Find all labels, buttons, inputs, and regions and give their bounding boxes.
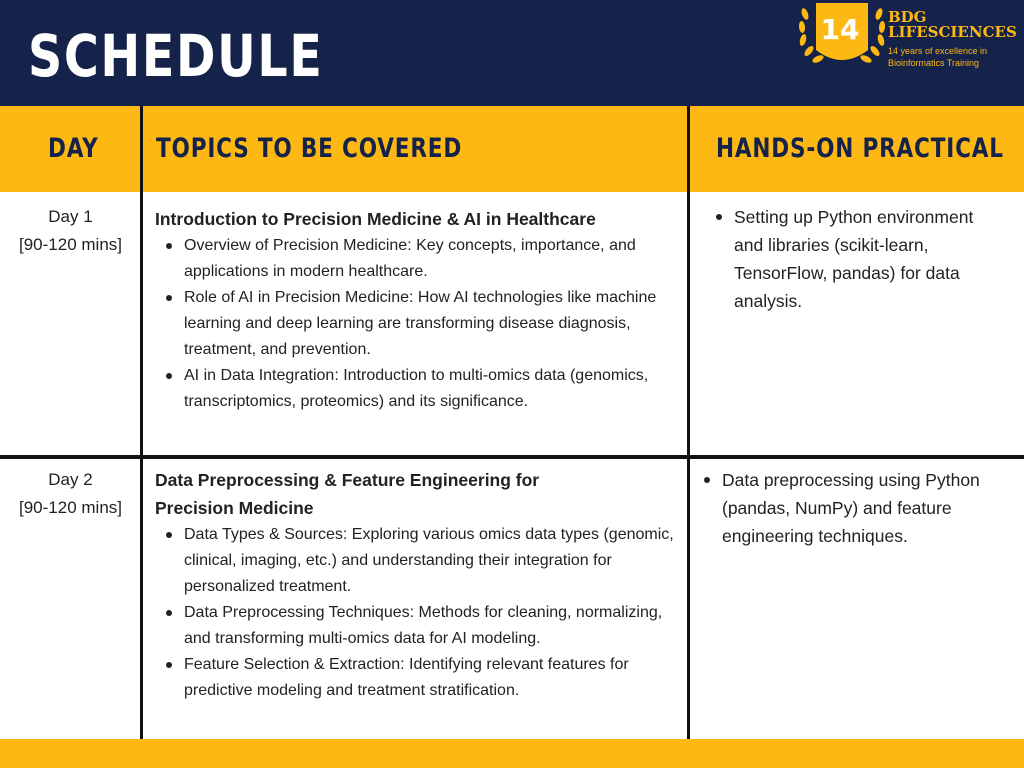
- topic-list: [155, 522, 689, 704]
- practical-list: [722, 466, 1018, 550]
- day-label: Day 2: [48, 470, 93, 489]
- topic-item: Role of AI in Precision Medicine: How AI technologies like machine learning and deep learning are transforming disease diagnosis, treatment, and prevention.: [184, 285, 689, 363]
- topic-item: Data Types & Sources: Exploring various omics data types (genomic, clinical, imaging, etc.) and understanding their integration for personalized treatment.: [184, 522, 689, 600]
- topic-item: Data Preprocessing Techniques: Methods for cleaning, normalizing, and transforming multi-omics data for AI modeling.: [184, 600, 689, 652]
- column-header-practical: HANDS-ON PRACTICAL: [716, 133, 1004, 164]
- topic-item: Overview of Precision Medicine: Key concepts, importance, and applications in modern healthcare.: [184, 233, 689, 285]
- topics-cell: [155, 466, 689, 704]
- topic-title-continued: Precision Medicine: [155, 498, 314, 518]
- day-duration: [90-120 mins]: [19, 498, 122, 517]
- topics-cell: [155, 205, 689, 415]
- topic-title: Introduction to Precision Medicine & AI in Healthcare: [155, 209, 596, 229]
- logo-number: 14: [820, 13, 860, 46]
- column-header-topics: TOPICS TO BE COVERED: [156, 133, 463, 164]
- topic-list: [155, 233, 689, 415]
- column-divider: [140, 106, 143, 739]
- brand-tagline-line2: Bioinformatics Training: [888, 58, 980, 68]
- brand-name-line1: BDG: [888, 8, 927, 26]
- day-cell: [0, 203, 141, 259]
- brand-logo: [796, 0, 1024, 72]
- footer-bar: [0, 739, 1024, 768]
- table-header-row: [0, 106, 1024, 192]
- day-cell: [0, 466, 141, 522]
- brand-name-line2: LIFESCIENCES: [888, 23, 1017, 41]
- practical-item: Setting up Python environment and libraries (scikit-learn, TensorFlow, pandas) for data analysis.: [734, 203, 996, 315]
- header-bar: [0, 0, 1024, 106]
- topic-title: Data Preprocessing & Feature Engineering for: [155, 470, 540, 490]
- brand-tagline-line1: 14 years of excellence in: [888, 46, 988, 56]
- row-divider: [0, 455, 1024, 459]
- practical-cell: [722, 466, 1018, 550]
- practical-list: [734, 203, 996, 315]
- topic-item: Feature Selection & Extraction: Identifying relevant features for predictive modeling and treatment stratification.: [184, 652, 689, 704]
- practical-item: Data preprocessing using Python (pandas, NumPy) and feature engineering techniques.: [722, 466, 1018, 550]
- day-duration: [90-120 mins]: [19, 235, 122, 254]
- topic-item: AI in Data Integration: Introduction to multi-omics data (genomics, transcriptomics, proteomics) and its significance.: [184, 363, 689, 415]
- day-label: Day 1: [48, 207, 93, 226]
- practical-cell: [734, 203, 996, 315]
- page-title: SCHEDULE: [28, 22, 324, 90]
- column-header-day: DAY: [48, 133, 99, 164]
